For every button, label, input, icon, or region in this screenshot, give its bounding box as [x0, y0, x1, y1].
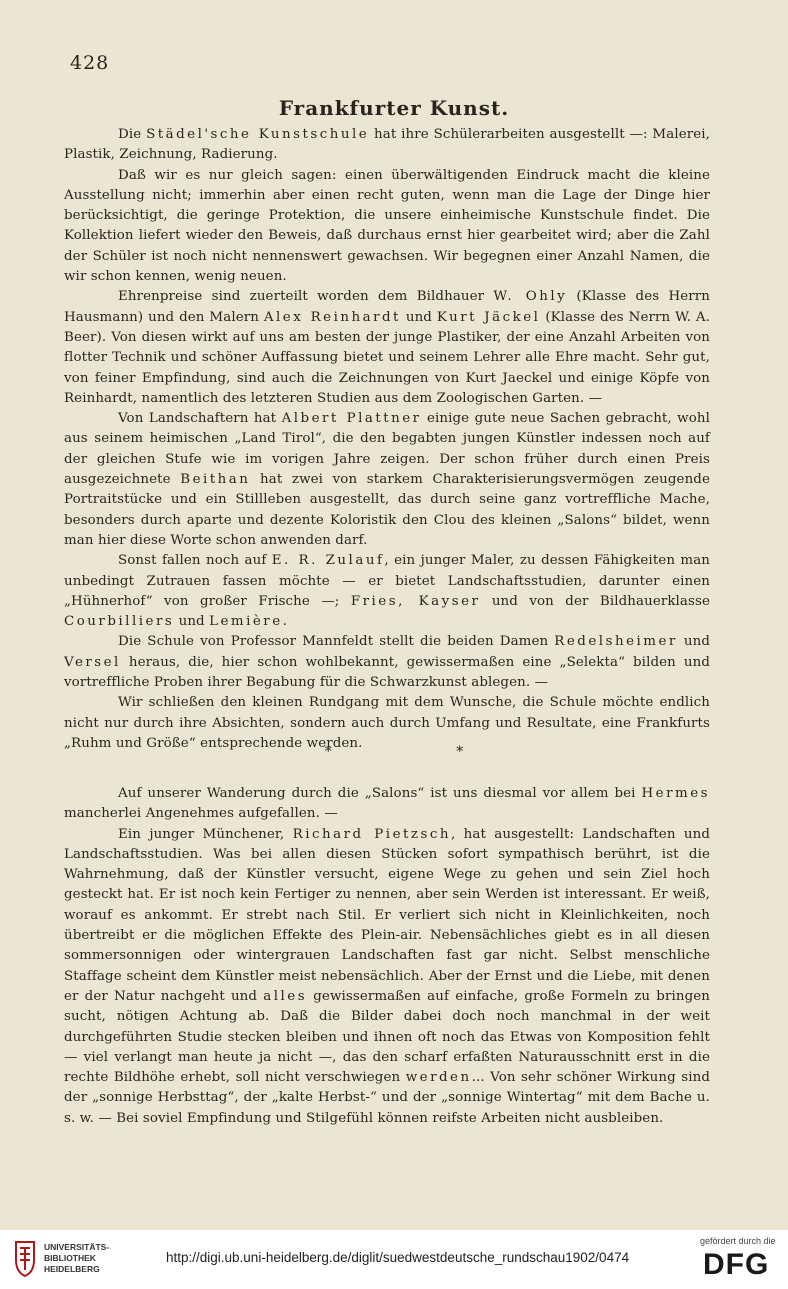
spaced-name: Fries, Kayser — [350, 593, 481, 609]
paragraph-text: Daß wir es nur gleich sagen: einen überwältigenden Eindruck macht die kleine Ausstellung nicht; immerhin aber einen recht guten, wenn man die Lage der Dinge hier berücksichtigt, die geringe Protektion, die unsere einheimische Kunstschule findet. Die Kollektion liefert wieder den Beweis, daß durchaus ernst hier gearbeitet wird; aber die Zahl der Schüler ist noch nicht nennenswert gewachsen. Wir begegnen einer Anzahl Namen, die wir schon kennen, wenig neuen. — [64, 167, 710, 285]
paragraph — [64, 125, 710, 166]
paragraph-text: Wir schließen den kleinen Rundgang mit dem Wunsche, die Schule möchte endlich nicht nur durch ihre Absichten, sondern auch durch Umfang und Resultate, eine Frankfurts „Ruhm und Größe“ entsprechende werden. — [64, 695, 710, 751]
paragraph-text: . — [282, 614, 287, 630]
paragraph-text: und — [174, 614, 210, 630]
spaced-name: Richard Pietzsch — [292, 826, 451, 842]
spaced-name: Städel'sche Kunstschule — [146, 127, 370, 142]
section-separator: * * — [324, 744, 464, 760]
paragraph-text: , hat ausgestellt: Landschaften und Landschaftsstudien. Was bei allen diesen Stücken sofort sympathisch berührt, ist die Wahrnehmung, daß der Künstler versucht, eigene Wege zu gehen und sein Ziel hoch gesteckt hat. Er ist noch kein Fertiger zu nennen, aber sein Werden ist interessant. Er weiß, worauf es ankommt. Er strebt nach Stil. Er verliert sich nicht in Kleinlichkeiten, noch übertreibt er die möglichen Effekte des Plein-air. Nebensächliches giebt es in all diesen sommersonnigen oder wintergrauen Landschaften fast gar nicht. Selbst menschliche Staffage scheint dem Künstler meist nebensächlich. Aber der Ernst und die Liebe, mit denen er der Natur nachgeht und — [64, 826, 710, 1004]
paragraph — [64, 409, 710, 551]
article-body-part-2 — [64, 784, 710, 1129]
article-title: Frankfurter Kunst. — [278, 96, 510, 120]
paragraph-text: Auf unserer Wanderung durch die „Salons“ ist uns diesmal vor allem bei — [118, 786, 642, 801]
spaced-name: Versel — [64, 654, 121, 670]
source-url-link[interactable]: http://digi.ub.uni-heidelberg.de/diglit/suedwestdeutsche_rundschau1902/0474 — [166, 1250, 630, 1265]
spaced-name: Alex Reinhardt — [263, 309, 401, 325]
paragraph-text: Die Schule von Professor Mannfeldt stellt die beiden Damen — [118, 634, 555, 650]
paragraph — [64, 166, 710, 288]
paragraph-text: hat zwei von starkem Charakterisierungsvermögen zeugende Portraitstücke und ein Stillleben ausgestellt, das durch seine ganz vortreffliche Mache, besonders durch aparte und dezente Koloristik den Clou des kleinen „Salons“ bildet, wenn man hier diese Worte schon anwenden darf. — [64, 472, 710, 548]
spaced-name: E. R. Zulauf — [271, 553, 385, 569]
paragraph-text: Die — [118, 127, 147, 142]
sponsor-caption: gefördert durch die — [700, 1236, 776, 1246]
dfg-logo: DFG — [703, 1248, 770, 1281]
paragraph-text: und — [677, 634, 710, 650]
spaced-name: Redelsheimer — [554, 634, 678, 650]
paragraph-text: gewissermaßen auf einfache, große Formeln zu bringen sucht, nötigen Achtung ab. Daß die Bilder dabei doch noch manchmal in der weit durchgeführten Studie stecken bleiben und ihnen oft noch das Etwas von Komposition fehlt — viel verlangt man heute ja nicht —, das den scharf erfaßten Naturausschnitt erst in die rechte Bildhöhe erhebt, soll nicht verschwiegen — [64, 988, 710, 1086]
paragraph — [64, 551, 710, 632]
spaced-name: W. Ohly — [493, 289, 568, 305]
paragraph-text: ... Von sehr schöner Wirkung sind der „sonnige Herbsttag“, der „kalte Herbst-“ und der „sonnige Wintertag“ mit dem Bache u. s. w. — Bei soviel Empfindung und Stilgefühl können reifste Arbeiten nicht ausbleiben. — [64, 1070, 710, 1126]
paragraph-text: und von der Bildhauerklasse — [480, 593, 710, 609]
paragraph-text: und — [400, 309, 437, 325]
spaced-name: Kurt Jäckel — [436, 309, 541, 325]
paragraph-text: Ein junger Münchener, — [118, 826, 293, 842]
paragraph-text: hat ihre Schülerarbeiten ausgestellt —: Malerei, Plastik, Zeichnung, Radierung. — [64, 127, 710, 163]
paragraph-text: heraus, die, hier schon wohlbekannt, gewissermaßen eine „Selekta“ bilden und vortreffliche Proben ihrer Begabung für die Schwarzkunst ablegen. — — [64, 654, 710, 691]
spaced-name: Hermes — [641, 786, 710, 801]
spaced-name: Courbilliers — [64, 614, 175, 630]
paragraph-text: mancherlei Angenehmes aufgefallen. — — [64, 806, 338, 822]
paragraph-text: Ehrenpreise sind zuerteilt worden dem Bildhauer — [118, 289, 494, 305]
spaced-name: Lemière — [209, 614, 283, 630]
page-number: 428 — [70, 52, 110, 74]
paragraph-text: , ein junger Maler, zu dessen Fähigkeiten man unbedingt Zutrauen fassen möchte — er bietet Landschaftsstudien, darunter einen „Hühnerhof“ von großer Frische —; — [64, 553, 710, 609]
paragraph — [64, 632, 710, 693]
paragraph — [64, 784, 710, 825]
spaced-name: Albert Plattner — [281, 411, 422, 427]
university-library-name: UNIVERSITÄTS- BIBLIOTHEK HEIDELBERG — [44, 1242, 110, 1274]
paragraph — [64, 287, 710, 409]
paragraph-text: einige gute neue Sachen gebracht, wohl aus seinem heimischen „Land Tirol“, die den begabten jungen Künstler indessen noch auf der gleichen Stufe wie im vorigen Jahre zeigen. Der schon früher durch einen Preis ausgezeichnete — [64, 411, 710, 488]
paragraph — [64, 825, 710, 1129]
paragraph-text: Von Landschaftern hat — [118, 411, 282, 427]
spaced-name: werden — [405, 1070, 472, 1086]
spaced-name: Beithan — [180, 472, 251, 488]
article-body-part-1 — [64, 125, 710, 754]
spaced-name: alles — [263, 988, 308, 1004]
paragraph-text: (Klasse des Nerrn W. A. Beer). Von diesen wirkt auf uns am besten der junge Plastiker, der eine Anzahl Arbeiten von flotter Technik und schöner Auffassung bietet und seinem Lehrer alle Ehre macht. Sehr gut, von feiner Empfindung, sind auch die Zeichnungen von Kurt Jaeckel und einige Köpfe von Reinhardt, namentlich des letzteren Studien aus dem Zoologischen Garten. — — [64, 309, 710, 406]
paragraph-text: (Klasse des Herrn Hausmann) und den Malern — [64, 289, 710, 325]
university-seal-icon — [12, 1240, 38, 1278]
paragraph-text: Sonst fallen noch auf — [118, 553, 272, 569]
